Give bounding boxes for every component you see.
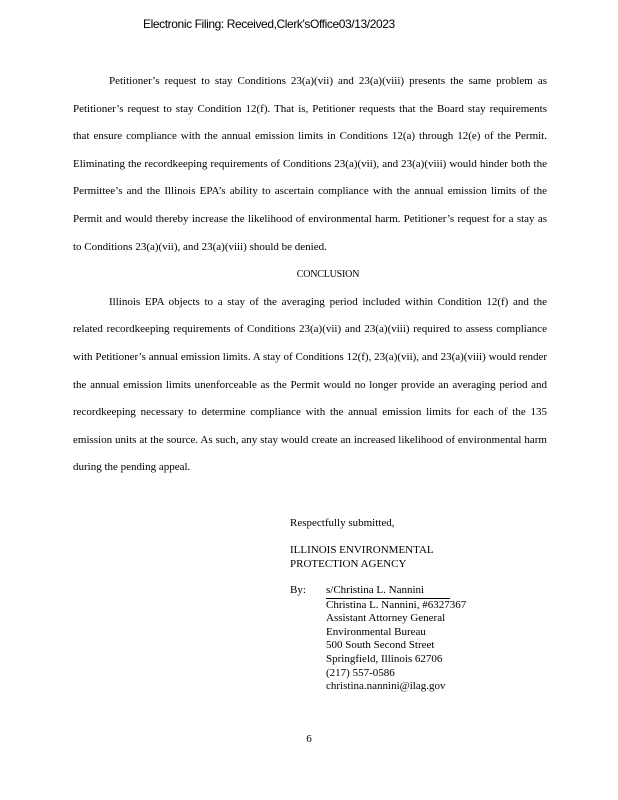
paragraph-conclusion: Illinois EPA objects to a stay of the averaging period included within Condition 12(f) and the related recordkeeping requirements of Conditions 23(a)(vii) and 23(a)(viii) required to assess compliance with Petitioner’s annual emission limits. A stay of Conditions 12(f), 23(a)(vii), and 23(a)(viii) would render the annual emission limits unenforceable as the Permit would no longer provide an averaging period and recordkeeping necessary to determine compliance with the annual emission limits for each of the 135 emission units at the source. As such, any stay would create an increased likelihood of environmental harm during the pending appeal. xyxy=(73,295,547,474)
signature-block xyxy=(326,584,466,694)
phone-number: (217) 557-0586 xyxy=(326,666,395,679)
electronic-signature: s/Christina L. Nannini xyxy=(326,584,450,599)
paragraph-stay-conditions: Petitioner’s request to stay Conditions 23(a)(vii) and 23(a)(viii) presents the same problem as Petitioner’s request to stay Condition 12(f). That is, Petitioner requests that the Board stay requirements that ensure compliance with the annual emission limits in Conditions 12(a) through 12(e) of the Permit. Eliminating the recordkeeping requirements of Conditions 23(a)(vii), and 23(a)(viii) would hinder both the Permittee’s and the Illinois EPA’s ability to ascertain compliance with the annual emission limits of the Permit and would thereby increase the likelihood of environmental harm. Petitioner’s request for a stay as to Conditions 23(a)(vii), and 23(a)(viii) should be denied. xyxy=(73,75,547,253)
agency-name-line-1: ILLINOIS ENVIRONMENTAL xyxy=(290,544,434,556)
agency-name xyxy=(290,544,434,571)
page-number: 6 xyxy=(306,733,312,745)
street-address: 500 South Second Street xyxy=(326,639,435,652)
attorney-title: Assistant Attorney General xyxy=(326,612,446,625)
filing-stamp-header: Electronic Filing: Received,Clerk'sOffice03/13/2023 xyxy=(143,17,395,31)
closing-line: Respectfully submitted, xyxy=(290,517,395,529)
agency-name-line-2: PROTECTION AGENCY xyxy=(290,557,407,570)
email-address: christina.nannini@ilag.gov xyxy=(326,680,446,693)
city-state-zip: Springfield, Illinois 62706 xyxy=(326,652,443,665)
document-body xyxy=(73,68,547,482)
section-heading-conclusion: CONCLUSION xyxy=(296,269,360,281)
attorney-name: Christina L. Nannini, #6327367 xyxy=(326,598,467,611)
by-label: By: xyxy=(290,584,306,596)
bureau-name: Environmental Bureau xyxy=(326,625,426,638)
